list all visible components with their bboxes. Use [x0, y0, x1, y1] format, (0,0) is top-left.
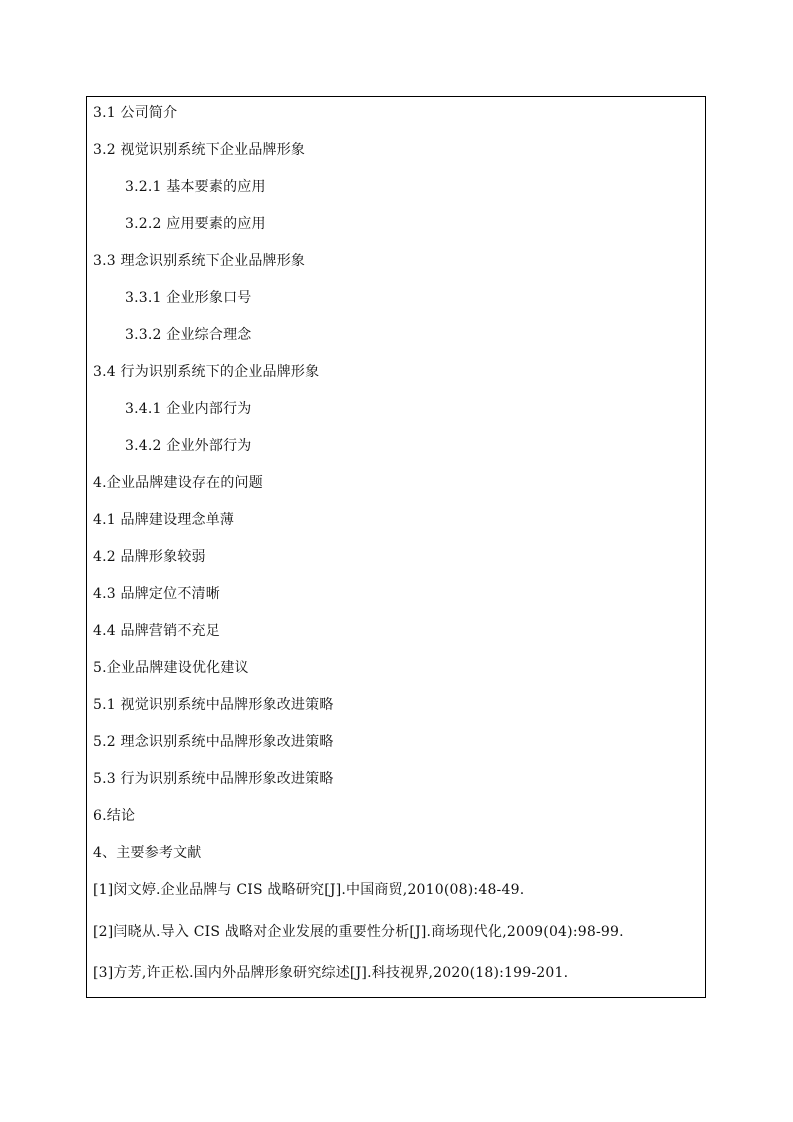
- outline-item-5: 5.企业品牌建设优化建议: [93, 660, 249, 676]
- outline-item-3-2-2: 3.2.2 应用要素的应用: [125, 216, 266, 232]
- outline-item-5-2: 5.2 理念识别系统中品牌形象改进策略: [93, 734, 334, 750]
- outline-item-3-2-1: 3.2.1 基本要素的应用: [125, 179, 266, 195]
- outline-item-4-3: 4.3 品牌定位不清晰: [93, 586, 220, 602]
- outline-item-3-3-1: 3.3.1 企业形象口号: [125, 290, 252, 306]
- outline-item-4-2: 4.2 品牌形象较弱: [93, 549, 206, 565]
- outline-item-3-3: 3.3 理念识别系统下企业品牌形象: [93, 253, 306, 269]
- outline-item-5-1: 5.1 视觉识别系统中品牌形象改进策略: [93, 697, 334, 713]
- reference-item-3: [3]方芳,许正松.国内外品牌形象研究综述[J].科技视界,2020(18):199-201.: [93, 965, 569, 981]
- outline-item-3-4-2: 3.4.2 企业外部行为: [125, 438, 252, 454]
- outline-item-4: 4.企业品牌建设存在的问题: [93, 475, 263, 491]
- outline-item-3-2: 3.2 视觉识别系统下企业品牌形象: [93, 142, 306, 158]
- outline-item-3-1: 3.1 公司简介: [93, 105, 178, 121]
- content-table-cell: [86, 96, 706, 998]
- references-heading: 4、主要参考文献: [93, 845, 202, 861]
- outline-item-3-4-1: 3.4.1 企业内部行为: [125, 401, 252, 417]
- outline-item-3-4: 3.4 行为识别系统下的企业品牌形象: [93, 364, 320, 380]
- outline-item-5-3: 5.3 行为识别系统中品牌形象改进策略: [93, 771, 334, 787]
- outline-item-4-1: 4.1 品牌建设理念单薄: [93, 512, 235, 528]
- outline-item-4-4: 4.4 品牌营销不充足: [93, 623, 220, 639]
- outline-item-6: 6.结论: [93, 808, 136, 824]
- outline-item-3-3-2: 3.3.2 企业综合理念: [125, 327, 252, 343]
- reference-item-1: [1]闵文婷.企业品牌与 CIS 战略研究[J].中国商贸,2010(08):48-49.: [93, 882, 525, 898]
- reference-item-2: [2]闫晓从.导入 CIS 战略对企业发展的重要性分析[J].商场现代化,2009(04):98-99.: [93, 924, 624, 940]
